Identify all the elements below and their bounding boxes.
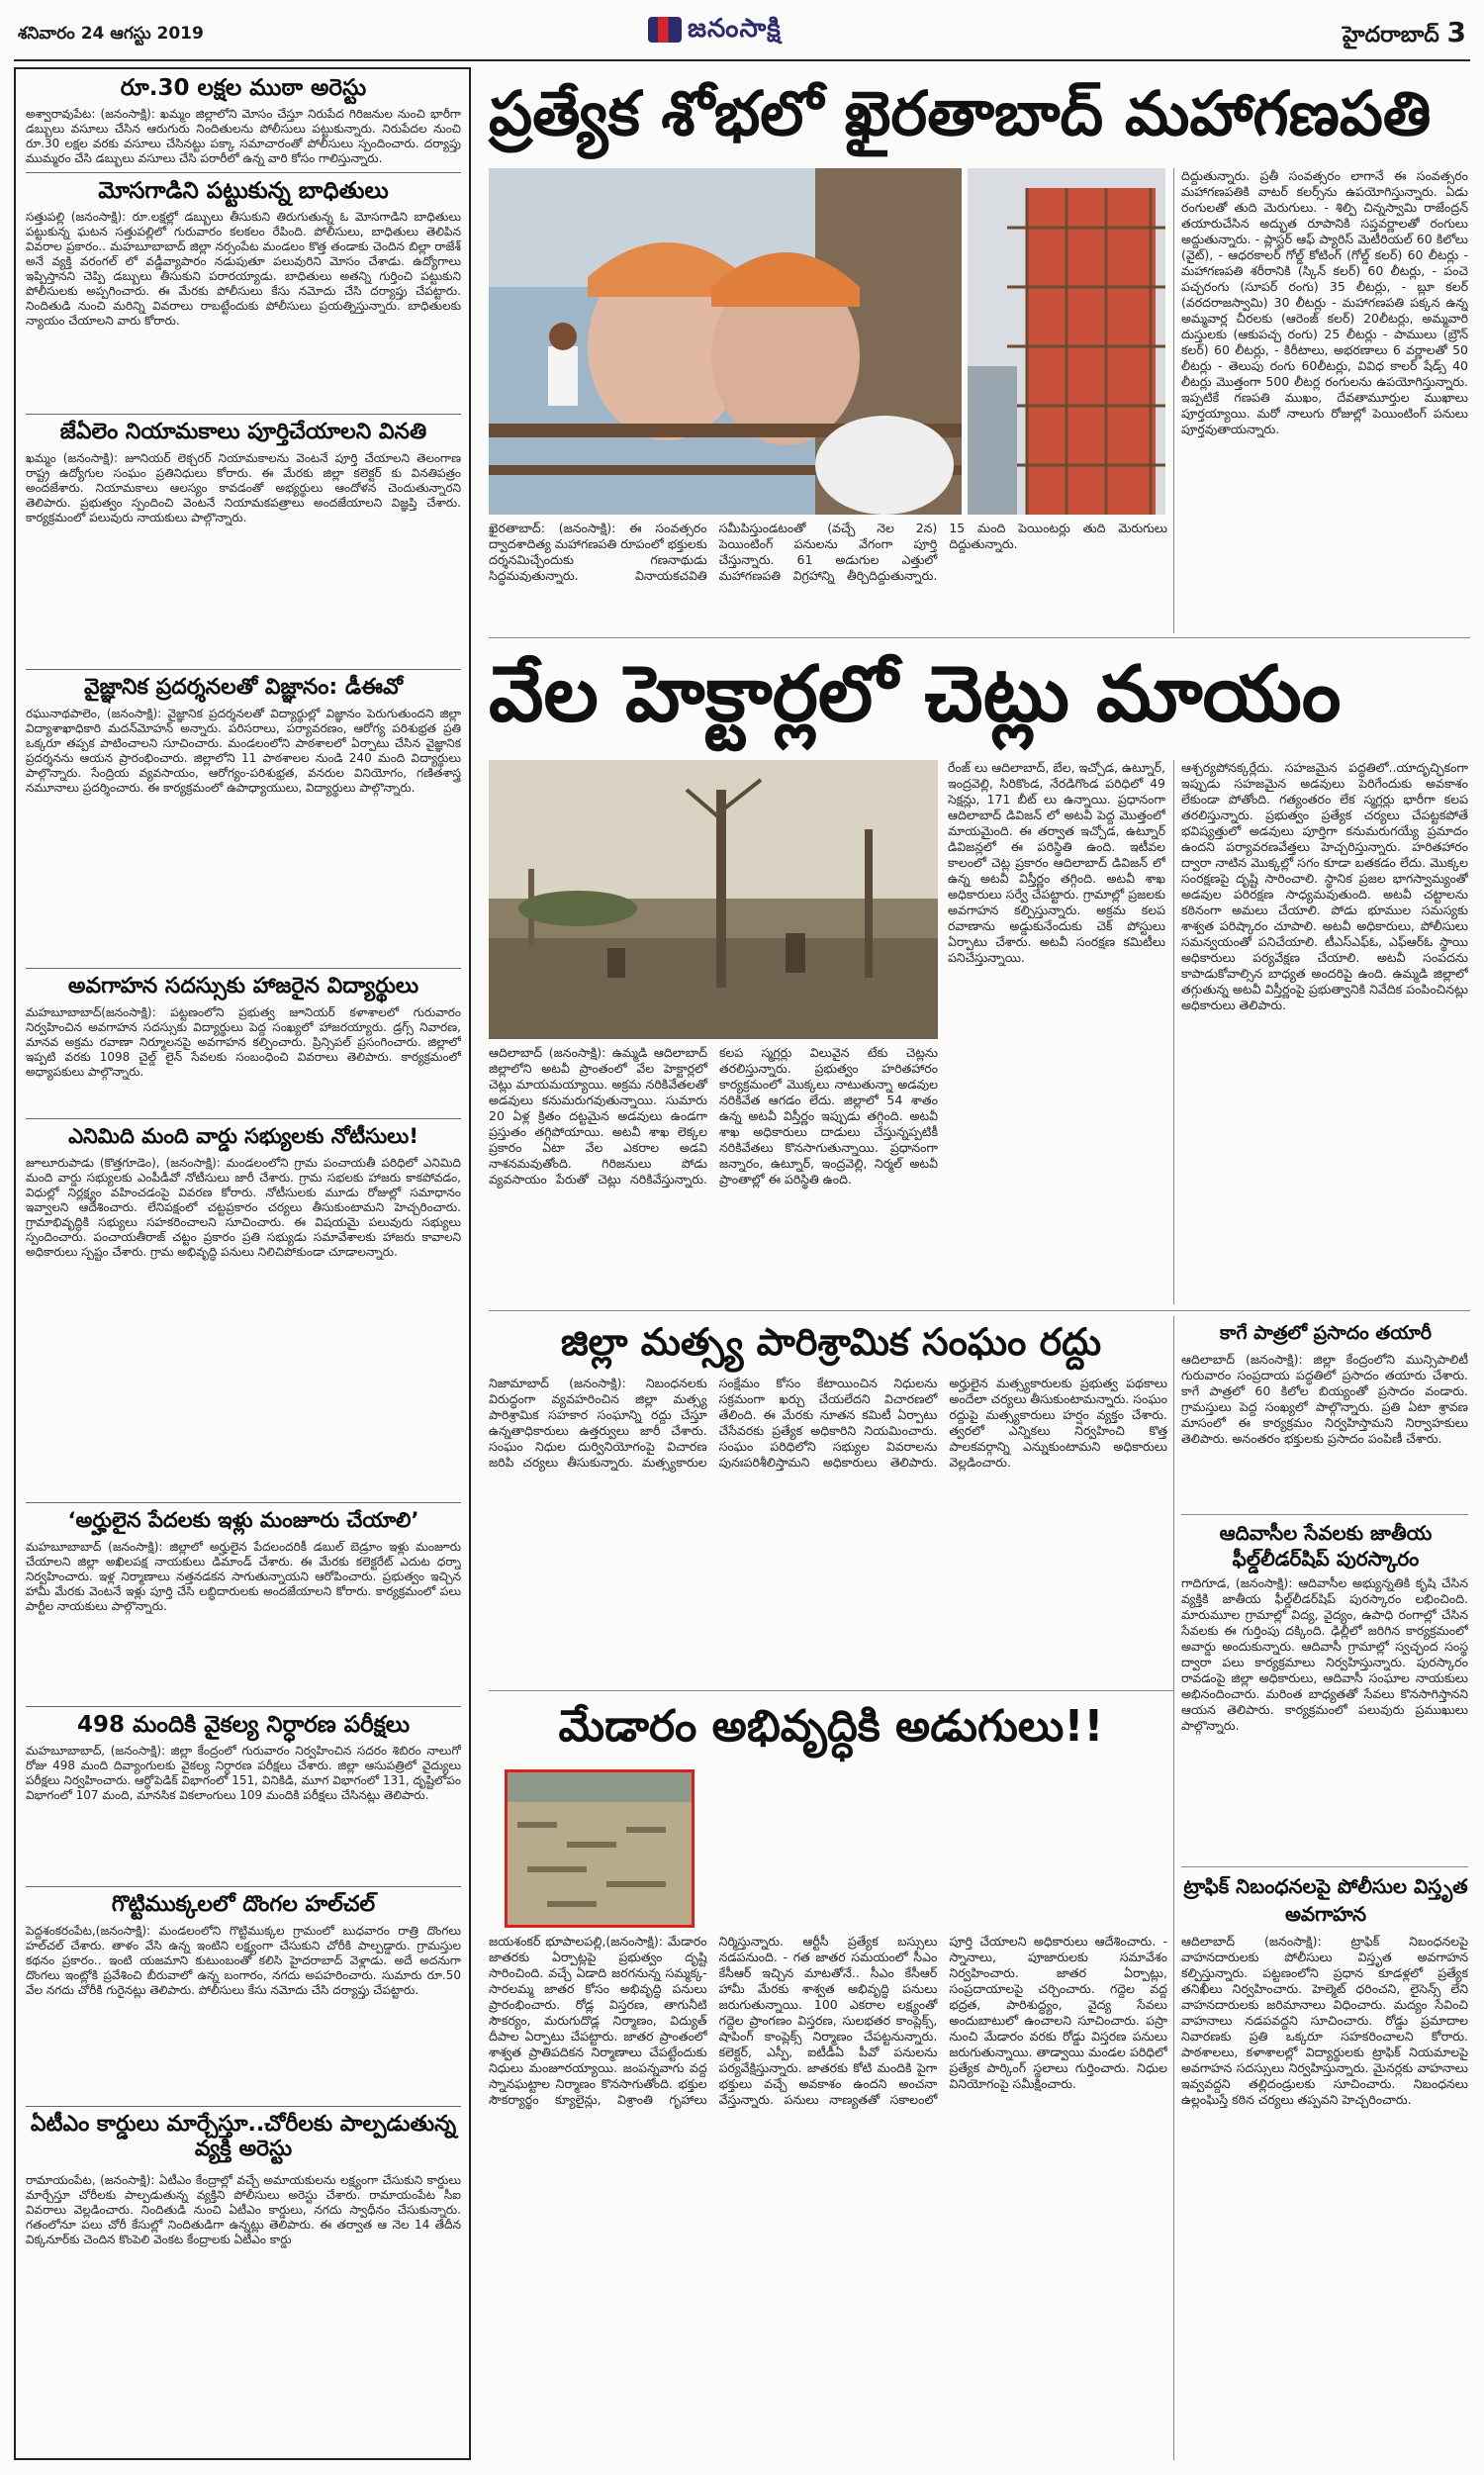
page-header (0, 0, 1484, 61)
headline-fisheries: జిల్లా మత్స్య పారిశ్రామిక సంఘం రద్దు (560, 1320, 1102, 1364)
article-medaram: జయశంకర్ భూపాలపల్లి,(జనంసాక్షి): మేడారం జాతరకు ఏర్పాట్లపై ప్రభుత్వం దృష్టి సారించింది. వచ్చే ఏడాది జరగనున్న సమ్మక్క-సారలమ్మ జాతర కోసం అభివృద్ధి పనులు ప్రారంభించారు. రోడ్ల విస్తరణ, తాగునీటి సౌకర్యం, మరుగుదొడ్ల నిర్మాణం, విద్యుత్ దీపాల ఏర్పాటు చేపట్టారు. జాతర ప్రాంతంలో శాశ్వత ప్రాతిపదికన నిర్మాణాలు చేపట్టేందుకు నిధులు మంజూరయ్యాయి. జంపన్నవాగు వద్ద స్నానఘట్టాల నిర్మాణం కొనసాగుతోంది. భక్తుల సౌకర్యార్థం క్యూలైన్లు, విశ్రాంతి గృహాలు నిర్మిస్తున్నారు. ఆర్టీసీ ప్రత్యేక బస్సులు నడపనుంది. - గత జాతర సమయంలో సీఎం కేసీఆర్ ఇచ్చిన మాటతోనే.. సీఎం కేసీఆర్ హామీ మేరకు శాశ్వత అభివృద్ధి పనులు జరుగుతున్నాయి. 100 ఎకరాల లక్ష్యంతో గద్దెల ప్రాంగణం విస్తరణ, సులభతర కాంప్లెక్స్, షాపింగ్ కాంప్లెక్స్ నిర్మాణం చేపట్టనున్నారు. కలెక్టర్, ఎస్పీ, ఐటీడీఏ పీవో పనులను పర్యవేక్షిస్తున్నారు. జాతరకు కోటి మందికి పైగా భక్తులు వచ్చే అవకాశం ఉందని అంచనా వేస్తున్నారు. పనులు నాణ్యతతో సకాలంలో పూర్తి చేయాలని అధికారులు ఆదేశించారు. - స్నానాలు, పూజారులకు సమావేశం నిర్వహించారు. జాతర ఏర్పాట్లు, సంప్రదాయాలపై చర్చించారు. గద్దెల వద్ద భద్రత, పారిశుద్ధ్యం, వైద్య సేవలు అందుబాటులో ఉంచాలని సూచించారు. పస్రా నుంచి మేడారం వరకు రోడ్డు విస్తరణ పనులు జరుగుతున్నాయి. తాడ్వాయి మండల పరిధిలో ప్రత్యేక పార్కింగ్ స్థలాలు గుర్తించారు. నిధుల వినియోగంపై సమీక్షించారు. (489, 1934, 1167, 2107)
article-fisheries: నిజామాబాద్ (జనంసాక్షి): నిబంధనలకు విరుద్ధంగా వ్యవహరించిన జిల్లా మత్స్య పారిశ్రామిక సహకార సంఘాన్ని రద్దు చేస్తూ ఉన్నతాధికారులు ఉత్తర్వులు జారీ చేశారు. సంఘం నిధుల దుర్వినియోగంపై విచారణ జరిపి చర్యలు తీసుకున్నారు. మత్స్యకారుల సంక్షేమం కోసం కేటాయించిన నిధులను సక్రమంగా ఖర్చు చేయలేదని విచారణలో తేలింది. ఈ మేరకు నూతన కమిటీ ఏర్పాటు చేసేవరకు ప్రత్యేక అధికారిని నియమించారు. సంఘం పరిధిలోని సభ్యుల వివరాలను పునఃపరిశీలిస్తామని అధికారులు తెలిపారు. అర్హులైన మత్స్యకారులకు ప్రభుత్వ పథకాలు అందేలా చర్యలు తీసుకుంటామన్నారు. సంఘం రద్దుపై మత్స్యకారులు హర్షం వ్యక్తం చేశారు. త్వరలో ఎన్నికలు నిర్వహించి కొత్త పాలకవర్గాన్ని ఎన్నుకుంటామని అధికారులు వెల్లడించారు. (489, 1376, 1167, 1470)
column-rule (1173, 760, 1174, 1304)
headline-medaram: మేడారం అభివృద్ధికి అడుగులు!! (558, 1701, 1104, 1752)
divider (26, 1502, 461, 1503)
masthead-title: జనంసాక్షి (688, 14, 782, 44)
left-headline-7: ‘అర్హులైన పేదలకు ఇళ్లు మంజూరు చేయాలి’ (67, 1508, 419, 1532)
left-article-4: రఘునాథపాలెం, (జనంసాక్షి): వైజ్ఞానిక ప్రదర్శనలతో విద్యార్థుల్లో విజ్ఞానం పెరుగుతుందని జిల్లా విద్యాశాఖాధికారి మదన్‌మోహన్ అన్నారు. పరిసరాలు, పర్యావరణం, ఆరోగ్య పరిశుభ్రత ప్రతి ఒక్కరూ తప్పక పాటించాలని సూచించారు. మండలంలోని పాఠశాలలో ఏర్పాటు చేసిన వైజ్ఞానిక ప్రదర్శనను ఆయన ప్రారంభించారు. జిల్లాలోని 11 పాఠశాలల నుండి 240 మంది విద్యార్థులు పాల్గొన్నారు. సేంద్రియ వ్యవసాయం, ఆరోగ్యం-పరిశుభ్రత, వనరుల వినియోగం, గణితశాస్త్ర నమూనాలు ప్రదర్శించారు. ఈ కార్యక్రమంలో ఉపాధ్యాయులు, విద్యార్థులు పాల్గొన్నారు. (26, 707, 461, 795)
left-article-6: జూలూరుపాడు (కొత్తగూడెం), (జనంసాక్షి): మండలంలోని గ్రామ పంచాయతీ పరిధిలో ఎనిమిది మంది వార్డు సభ్యులకు ఎంపీడీవో నోటీసులు జారీ చేశారు. గ్రామ సభలకు హాజరు కాకపోవడం, విధుల్లో నిర్లక్ష్యం వహించడంపై వివరణ కోరారు. నోటీసులకు మూడు రోజుల్లో సమాధానం ఇవ్వాలని ఆదేశించారు. లేనిపక్షంలో చట్టప్రకారం చర్యలు తీసుకుంటామని హెచ్చరించారు. గ్రామాభివృద్ధికి సభ్యులు సహకరించాలని సూచించారు. ఈ విషయమై పలువురు సభ్యులు స్పందించారు. పంచాయతీరాజ్ చట్టం ప్రకారం ప్రతి సభ్యుడు సమావేశాలకు హాజరు కావాలని అధికారులు స్పష్టం చేశారు. గ్రామ అభివృద్ధి పనులు నిలిచిపోకుండా చూడాలన్నారు. (26, 1156, 461, 1259)
column-rule (1173, 168, 1174, 633)
masthead (648, 14, 782, 49)
headline-khairatabad: ప్రత్యేక శోభలో ఖైరతాబాద్ మహాగణపతి (489, 77, 1432, 149)
left-headline-1: రూ.30 లక్షల ముఠా అరెస్టు (120, 75, 367, 101)
divider (26, 1706, 461, 1707)
page-location: హైదరాబాద్ 3 (1342, 16, 1466, 48)
header-rule (14, 59, 1470, 61)
column-rule (1173, 1316, 1174, 2460)
divider (26, 172, 461, 173)
left-headline-9: గొట్టిముక్కలలో దొంగల హల్‌చల్ (111, 1892, 376, 1917)
article-traffic: ఆదిలాబాద్ (జనంసాక్షి): ట్రాఫిక్ నిబంధనలపై వాహనదారులకు పోలీసులు విస్తృత అవగాహన కల్పిస్తున్నారు. పట్టణంలోని ప్రధాన కూడళ్లలో ప్రత్యేక తనిఖీలు నిర్వహించారు. హెల్మెట్ ధరించని, లైసెన్స్ లేని వాహనదారులకు జరిమానాలు విధించారు. మద్యం సేవించి వాహనాలు నడపవద్దని సూచించారు. రోడ్డు ప్రమాదాల నివారణకు ప్రతి ఒక్కరూ సహకరించాలని కోరారు. పాఠశాలలు, కళాశాలల్లో విద్యార్థులకు ట్రాఫిక్ నియమాలపై అవగాహన సదస్సులు నిర్వహిస్తున్నారు. మైనర్లకు వాహనాలు ఇవ్వవద్దని తల్లిదండ్రులకు సూచించారు. నిబంధనలు ఉల్లంఘిస్తే కఠిన చర్యలు తప్పవని హెచ్చరించారు. (1181, 1934, 1468, 2107)
left-article-9: పెద్దశంకరంపేట,(జనంసాక్షి): మండలంలోని గొట్టిముక్కల గ్రామంలో బుధవారం రాత్రి దొంగలు హల్‌చల్ చేశారు. తాళం వేసి ఉన్న ఇంటిని లక్ష్యంగా చేసుకుని చోరీకి పాల్పడ్డారు. గ్రామస్తుల కథనం ప్రకారం.. ఇంటి యజమాని కుటుంబంతో కలిసి హైదరాబాద్ వెళ్లాడు. అదే అదనుగా దొంగలు ఇంట్లోకి ప్రవేశించి బీరువాలో ఉన్న బంగారం, నగదు అపహరించారు. సుమారు రూ.50 వేల నగదు చోరీకి గురైనట్లు తెలిపారు. పోలీసులు కేసు నమోదు చేసి దర్యాప్తు చేపట్టారు. (26, 1924, 461, 1997)
section-rule (1181, 1866, 1468, 1867)
left-headline-6: ఎనిమిది మంది వార్డు సభ్యులకు నోటీసులు! (68, 1124, 418, 1148)
headline-traffic: ట్రాఫిక్ నిబంధనలపై పోలీసుల విస్తృత అవగాహన (1183, 1874, 1468, 1926)
left-headline-8: 498 మందికి వైకల్య నిర్ధారణ పరీక్షలు (76, 1712, 411, 1738)
article-trees-cont: ఆశ్చర్యపోనక్కర్లేదు. సహజమైన పద్ధతిలో..యాదృచ్ఛికంగా ఇప్పుడు సహజమైన అడవులు పెరిగేందుకు అవకాశం లేకుండా పోతోంది. గత్యంతరం లేక స్మగ్లర్లు భారీగా కలప తరలిస్తున్నారు. ప్రభుత్వం ప్రత్యేక చర్యలు చేపట్టకపోతే భవిష్యత్తులో అడవులు పూర్తిగా కనుమరుగయ్యే ప్రమాదం ఉందని పర్యావరణవేత్తలు హెచ్చరిస్తున్నారు. హరితహారం ద్వారా నాటిన మొక్కల్లో సగం కూడా బతకడం లేదు. మొక్కల సంరక్షణపై దృష్టి సారించాలి. స్థానిక ప్రజల భాగస్వామ్యంతో అడవుల పరిరక్షణ సాధ్యమవుతుంది. అటవీ చట్టాలను కఠినంగా అమలు చేయాలి. పోడు భూముల సమస్యకు శాశ్వత పరిష్కారం చూపాలి. అటవీ అధికారులు, పోలీసులు సమన్వయంతో పనిచేయాలి. టీఎస్ఎఫ్ఓ, ఎఫ్‌ఆర్‌ఓ స్థాయి అధికారులు పర్యవేక్షణ చేయాలి. అటవీ సంపదను కాపాడుకోవాల్సిన బాధ్యత అందరిపై ఉంది. ఉమ్మడి జిల్లాలో తగ్గుతున్న అటవీ విస్తీర్ణంపై ప్రభుత్వానికి నివేదిక పంపించినట్లు అధికారులు తెలిపారు. (1181, 760, 1468, 1012)
photo-ganesh-painting (489, 168, 962, 515)
left-article-3: ఖమ్మం (జనంసాక్షి): జూనియర్ లెక్చరర్ నియామకాలను వెంటనే పూర్తి చేయాలని తెలంగాణ రాష్ట్ర ఉద్యోగుల సంఘం ప్రతినిధులు కోరారు. ఈ మేరకు జిల్లా కలెక్టర్ కు వినతిపత్రం అందజేశారు. నియామకాలు ఆలస్యం కావడంతో అభ్యర్థులు ఆందోళన చెందుతున్నారని తెలిపారు. ప్రభుత్వం స్పందించి వెంటనే నియామకపత్రాలు అందజేయాలని విజ్ఞప్తి చేశారు. కార్యక్రమంలో పలువురు నాయకులు పాల్గొన్నారు. (26, 451, 461, 524)
divider (26, 968, 461, 969)
left-headline-3: జేఏలెం నియామకాలు పూర్తిచేయాలని వినతి (59, 420, 427, 444)
article-trees-mid: రేంజ్ లు ఆదిలాబాద్, బేల, ఇచ్చోడ, ఉట్నూర్, ఇంద్రవెల్లి, సిరికొండ, నేరడిగొండ పరిధిలో 49 సెక్షన్లు, 171 బీట్ లు ఉన్నాయి. ప్రధానంగా ఆదిలాబాద్ డివిజన్ లో అటవీ పెద్ద మొత్తంలో మాయమైంది. ఈ తర్వాత ఇచ్చోడ, ఉట్నూర్ డివిజన్లలో ఈ పరిస్థితి ఉంది. ఇటీవల కాలంలో చెట్ల ప్రకారం ఆదిలాబాద్ డివిజన్ లో ఉన్న అటవీ విస్తీర్ణం తగ్గింది. అటవీ శాఖ అధికారులు సర్వే చేపట్టారు. గ్రామాల్లో ప్రజలకు అవగాహన కల్పిస్తున్నారు. అక్రమ కలప రవాణాను అడ్డుకునేందుకు చెక్ పోస్టులు ఏర్పాటు చేశారు. అటవీ సంరక్షణ కమిటీలు పనిచేస్తున్నాయి. (948, 760, 1165, 965)
article-prasadam: ఆదిలాబాద్ (జనంసాక్షి): జిల్లా కేంద్రంలోని మున్సిపాలిటీ గురువారం సంప్రదాయ పద్ధతిలో ప్రసాదం తయారు చేశారు. కాగే పాత్రలో 60 కిలోల బియ్యంతో ప్రసాదం వండారు. గ్రామస్తులు పెద్ద సంఖ్యలో పాల్గొన్నారు. ప్రతి ఏటా శ్రావణ మాసంలో ఈ కార్యక్రమం నిర్వహిస్తామని నిర్వాహకులు తెలిపారు. అనంతరం భక్తులకు ప్రసాదం పంపిణీ చేశారు. (1181, 1352, 1468, 1446)
left-headline-5: అవగాహన సదస్సుకు హాజరైన విద్యార్థులు (67, 974, 419, 999)
issue-date: శనివారం 24 ఆగస్టు 2019 (18, 24, 204, 44)
page-number: 3 (1446, 16, 1466, 48)
left-headline-4: వైజ్ఞానిక ప్రదర్శనలతో విజ్ఞానం: డీఈవో (84, 675, 403, 700)
left-article-2: సత్తుపల్లి (జనంసాక్షి): రూ.లక్షల్లో డబ్బులు తీసుకుని తిరుగుతున్న ఓ మోసగాడిని బాధితులు పట్టుకున్న ఘటన సత్తుపల్లిలో గురువారం కలకలం రేపింది. పోలీసులు, బాధితులు తెలిపిన వివరాల ప్రకారం.. మహబూబాబాద్ జిల్లా నర్సంపేట మండలం కొత్త తండాకు చెందిన బిల్లా రాజేశ్ అనే వ్యక్తి వరంగల్ లో వడ్డీవ్యాపారం నడుపుతూ పలువురిని మోసం చేశాడు. ఉద్యోగాలు ఇప్పిస్తానని చెప్పి డబ్బులు తీసుకుని పరారయ్యాడు. బాధితులు అతన్ని గుర్తించి పట్టుకుని పోలీసులకు అప్పగించారు. ఈ మేరకు పోలీసులు కేసు నమోదు చేసి దర్యాప్తు చేపట్టారు. నిందితుడి నుంచి మరిన్ని వివరాలు రాబట్టేందుకు పోలీసులు ప్రయత్నిస్తున్నారు. బాధితులకు న్యాయం చేయాలని వారు కోరారు. (26, 210, 461, 328)
left-article-8: మహబూబాబాద్, (జనంసాక్షి): జిల్లా కేంద్రంలో గురువారం నిర్వహించిన సదరం శిబిరం నాలుగో రోజు 498 మంది దివ్యాంగులకు వైకల్య నిర్ధారణ పరీక్షలు చేశారు. జిల్లా ఆసుపత్రిలో వైద్యులు పరీక్షలు నిర్వహించారు. ఆర్థోపెడిక్ విభాగంలో 151, వినికిడి, మూగ విభాగంలో 131, దృష్టిలోపం విభాగంలో 107 మంది, మానసిక వికలాంగులు 109 మందికి పరీక్షలు చేసినట్లు తెలిపారు. (26, 1744, 461, 1802)
photo-medaram-site (505, 1769, 695, 1928)
article-khairatabad-cont: దిద్దుతున్నారు. ప్రతీ సంవత్సరం లాగానే ఈ సంవత్సరం మహాగణపతికి వాటర్ కలర్స్‌ను ఉపయోగిస్తున్నారు. ఏడు రంగులతో తుది మెరుగులు. - శిల్పి చిన్నస్వామి రాజేంద్రన్ తయారుచేసిన అద్భుత రూపానికి సప్తవర్ణాలతో రంగులు అద్దుతున్నారు. - ప్లాస్టర్ ఆఫ్ ప్యారిస్ మెటీరియల్ 60 కిలోలు (వైట్), - ఆధరకాలర్ గోల్డ్ కోటింగ్ (గోల్డ్ కలర్) 60 లీటర్లు - మహాగణపతి శరీరానికి (స్కిన్ కలర్) 60 లీటర్లు, - పంచె పచ్చరంగు (సూపర్ రంగు) 35 లీటర్లు, - బ్లూ కలర్ (వరదరాజస్వామి) 30 లీటర్లు - మహాగణపతి పక్కన ఉన్న అమ్మవార్ల చీరలకు (ఆరెంజ్ కలర్) 20లీటర్లు, అమ్మవారి దుస్తులకు (ఆకుపచ్చ రంగు) 25 లీటర్లు - పాములు (బ్రౌన్ కలర్) 60 లీటర్లు, - కిరీటాలు, అభరణాలు 6 వర్ణాలతో 50 లీటర్లు - తెలుపు రంగు 60లీటర్లు, వివిధ కాలర్ షేడ్స్ 40 లీటర్లు మొత్తంగా 500 లీటర్ల రంగులను ఉపయోగిస్తున్నారు. ఇప్పటికే గణపతి ముఖం, దేవతామూర్తుల ముఖాలు పూర్తయ్యాయి. మరో నాలుగు రోజుల్లో పెయింటింగ్ పనులు పూర్తవుతాయన్నారు. (1181, 168, 1468, 436)
divider (26, 2106, 461, 2107)
article-khairatabad-lead: ఖైరతాబాద్: (జనంసాక్షి): ఈ సంవత్సరం ద్వాదశాదిత్య మహాగణపతి రూపంలో భక్తులకు దర్శనమిచ్చేందుకు గణనాథుడు సిద్ధమవుతున్నారు. వినాయకచవితి సమీపిస్తుండటంతో (వచ్చే నెల 2న) పెయింటింగ్ పనులను వేగంగా పూర్తి చేస్తున్నారు. 61 అడుగుల ఎత్తులో మహాగణపతి విగ్రహాన్ని తీర్చిదిద్దుతున్నారు. 15 మంది పెయింటర్లు తుది మెరుగులు దిద్దుతున్నారు. (489, 521, 1167, 583)
article-trees-lead: ఆదిలాబాద్ (జనంసాక్షి): ఉమ్మడి ఆదిలాబాద్ జిల్లాలోని అటవీ ప్రాంతంలో వేల హెక్టార్లలో చెట్లు మాయమయ్యాయి. అక్రమ నరికివేతలతో అడవులు కనుమరుగవుతున్నాయి. సుమారు 20 ఏళ్ల క్రితం దట్టమైన అడవులు ఉండగా ప్రస్తుతం తగ్గిపోయాయి. అటవీ శాఖ లెక్కల ప్రకారం ఏటా వేల ఎకరాల అడవి నాశనమవుతోంది. గిరిజనులు పోడు వ్యవసాయం పేరుతో చెట్లు నరికివేస్తున్నారు. కలప స్మగ్లర్లు విలువైన టేకు చెట్లను తరలిస్తున్నారు. ప్రభుత్వం హరితహారం కార్యక్రమంలో మొక్కలు నాటుతున్నా అడవుల నరికివేత ఆగడం లేదు. జిల్లాలో 54 శాతం ఉన్న అటవీ విస్తీర్ణం ఇప్పుడు తగ్గింది. అటవీ శాఖ అధికారులు దాడులు చేస్తున్నప్పటికీ నరికివేతలు కొనసాగుతున్నాయి. ప్రధానంగా జన్నారం, ఉట్నూర్, ఇంద్రవెల్లి, నిర్మల్ అటవీ ప్రాంతాల్లో ఈ పరిస్థితి ఉంది. (489, 1045, 938, 1187)
headline-prasadam: కాగే పాత్రలో ప్రసాదం తయారీ (1219, 1322, 1433, 1344)
left-article-5: మహబూబాబాద్(జనంసాక్షి): పట్టణంలోని ప్రభుత్వ జూనియర్ కళాశాలలో గురువారం నిర్వహించిన అవగాహన సదస్సుకు విద్యార్థులు పెద్ద సంఖ్యలో హాజరయ్యారు. డ్రగ్స్ నివారణ, మానవ అక్రమ రవాణా నిర్మూలనపై అవగాహన కల్పించారు. ప్రిన్సిపల్ ప్రసంగించారు. జిల్లాలో ఇప్పటి వరకు 1098 చైల్డ్ లైన్ సేవలకు సంబంధించి వివరాలు తెలిపారు. కార్యక్రమంలో అధ్యాపకులు పాల్గొన్నారు. (26, 1005, 461, 1079)
left-article-10: రామాయంపేట, (జనంసాక్షి): ఏటీఎం కేంద్రాల్లో వచ్చే అమాయకులను లక్ష్యంగా చేసుకుని కార్డులు మార్చేస్తూ చోరీలకు పాల్పడుతున్న వ్యక్తిని పోలీసులు అరెస్టు చేశారు. రామాయంపేట సీఐ వివరాలు వెల్లడించారు. నిందితుడి నుంచి ఏటీఎం కార్డులు, నగదు స్వాధీనం చేసుకున్నారు. గతంలోనూ పలు చోరీ కేసుల్లో నిందితుడిగా ఉన్నట్లు తెలిపారు. ఈ తర్వాత ఆ నెల 14 తేదీన విక్కనూర్‌కు చెందిన కొంపెలి వెంకట కేంద్రాలకు ఏటీఎం కార్డు (26, 2173, 461, 2246)
divider (26, 414, 461, 415)
left-headline-10: ఏటీఎం కార్డులు మార్చేస్తూ..చోరీలకు పాల్పడుతున్న వ్యక్తి అరెస్టు (30, 2112, 457, 2162)
divider (26, 1118, 461, 1119)
headline-trees-missing: వేల హెక్టార్లలో చెట్లు మాయం (489, 650, 1342, 739)
left-headline-2: మోసగాడిని పట్టుకున్న బాధితులు (98, 178, 389, 204)
article-adivasi-award: గాదిగూడ, (జనంసాక్షి): ఆదివాసీల అభ్యున్నతికి కృషి చేసిన వ్యక్తికి జాతీయ ఫీల్డ్‌లీడర్‌షిప్ పురస్కారం లభించింది. మారుమూల గ్రామాల్లో విద్య, వైద్యం, ఉపాధి రంగాల్లో చేసిన సేవలకు ఈ గుర్తింపు దక్కింది. ఢిల్లీలో జరిగిన కార్యక్రమంలో అవార్డు అందుకున్నారు. ఆదివాసీ గ్రామాల్లో స్వచ్ఛంద సంస్థ ద్వారా పలు కార్యక్రమాలు నిర్వహిస్తున్నారు. పురస్కారం రావడంపై జిల్లా అధికారులు, ఆదివాసీ సంఘాల నాయకులు అభినందించారు. మరింత బాధ్యతతో సేవలు కొనసాగిస్తానని ఆయన తెలిపారు. కార్యక్రమంలో పలువురు ప్రముఖులు పాల్గొన్నారు. (1181, 1575, 1468, 1733)
photo-ganesh-scaffold (968, 168, 1165, 515)
section-rule (1181, 1514, 1468, 1515)
headline-adivasi-award: ఆదివాసీల సేవలకు జాతీయ ఫీల్డ్‌లీడర్‌షిప్ పురస్కారం (1219, 1521, 1433, 1571)
photo-deforestation (489, 760, 938, 1039)
left-article-7: మహబూబాబాద్ (జనంసాక్షి): జిల్లాలో అర్హులైన పేదలందరికీ డబుల్ బెడ్రూం ఇళ్లు మంజూరు చేయాలని జిల్లా అఖిలపక్ష నాయకులు డిమాండ్ చేశారు. ఈ మేరకు కలెక్టరేట్ ఎదుట ధర్నా నిర్వహించారు. ఇళ్ల నిర్మాణాలు నత్తనడకన సాగుతున్నాయని ఆరోపించారు. ప్రభుత్వం ఇచ్చిన హామీ మేరకు వెంటనే ఇళ్లు పూర్తి చేసి లబ్ధిదారులకు అందజేయాలని కోరారు. కార్యక్రమంలో పలు పార్టీల నాయకులు పాల్గొన్నారు. (26, 1540, 461, 1613)
divider (26, 669, 461, 670)
section-rule (489, 1310, 1470, 1311)
divider (26, 1886, 461, 1887)
section-rule (489, 1690, 1173, 1691)
left-article-1: అశ్వారావుపేట: (జనంసాక్షి): ఖమ్మం జిల్లాలోని మోసం చేస్తూ నిరుపేద గిరిజనుల నుంచి భారీగా డబ్బులు వసూలు చేసిన ఆరుగురు నిందితులను పోలీసులు పట్టుకున్నారు. నిరుపేదల నుంచి రూ.30 లక్షల వరకు వసూలు చేసినట్టు పక్కా సమాచారంతో పోలీసులు స్పందించారు. దర్యాప్తు ముమ్మరం చేసి డబ్బులు వసూలు చేసి పరారీలో ఉన్న వారి కోసం గాలిస్తున్నారు. (26, 107, 461, 165)
section-rule (489, 637, 1470, 638)
masthead-logo-icon (648, 17, 682, 43)
